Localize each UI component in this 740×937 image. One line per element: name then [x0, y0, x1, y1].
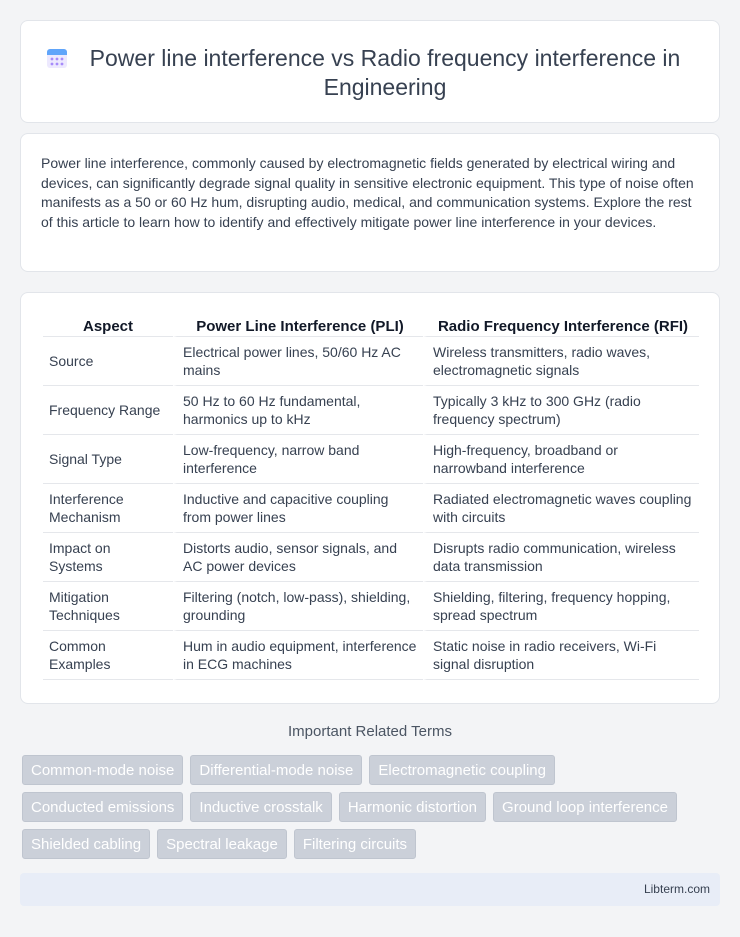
- intro-card: [20, 133, 720, 272]
- header-aspect: Aspect: [43, 315, 173, 337]
- row-aspect: Source: [43, 337, 173, 386]
- row-aspect: Impact on Systems: [43, 533, 173, 582]
- related-term-tag[interactable]: Inductive crosstalk: [190, 792, 331, 822]
- row-rfi: Radiated electromagnetic waves coupling with circuits: [423, 484, 699, 533]
- row-rfi: Typically 3 kHz to 300 GHz (radio frequency spectrum): [423, 386, 699, 435]
- table-header-row: [43, 315, 699, 337]
- header-pli: Power Line Interference (PLI): [173, 315, 423, 337]
- table-row: [43, 386, 699, 435]
- row-rfi: Static noise in radio receivers, Wi-Fi signal disruption: [423, 631, 699, 680]
- comparison-card: [20, 292, 720, 704]
- row-pli: Low-frequency, narrow band interference: [173, 435, 423, 484]
- related-term-tag[interactable]: Filtering circuits: [294, 829, 416, 859]
- row-pli: Hum in audio equipment, interference in ECG machines: [173, 631, 423, 680]
- row-rfi: Disrupts radio communication, wireless data transmission: [423, 533, 699, 582]
- related-term-tag[interactable]: Conducted emissions: [22, 792, 183, 822]
- related-term-tag[interactable]: Ground loop interference: [493, 792, 677, 822]
- row-rfi: Shielding, filtering, frequency hopping, spread spectrum: [423, 582, 699, 631]
- related-term-tag[interactable]: Harmonic distortion: [339, 792, 486, 822]
- table-row: [43, 533, 699, 582]
- table-row: [43, 582, 699, 631]
- row-pli: Distorts audio, sensor signals, and AC power devices: [173, 533, 423, 582]
- related-terms-title: Important Related Terms: [288, 723, 452, 740]
- page-title: Power line interference vs Radio frequency interference in Engineering: [89, 45, 681, 100]
- row-pli: Electrical power lines, 50/60 Hz AC mains: [173, 337, 423, 386]
- header-rfi: Radio Frequency Interference (RFI): [423, 315, 699, 337]
- row-aspect: Interference Mechanism: [43, 484, 173, 533]
- row-aspect: Signal Type: [43, 435, 173, 484]
- row-aspect: Common Examples: [43, 631, 173, 680]
- row-rfi: High-frequency, broadband or narrowband interference: [423, 435, 699, 484]
- related-term-tag[interactable]: Electromagnetic coupling: [369, 755, 555, 785]
- related-term-tag[interactable]: Shielded cabling: [22, 829, 150, 859]
- comparison-table: [43, 315, 699, 680]
- title-card: [20, 20, 720, 123]
- row-pli: Filtering (notch, low-pass), shielding, grounding: [173, 582, 423, 631]
- footer-site-link[interactable]: Libterm.com: [643, 882, 710, 896]
- related-term-tag[interactable]: Spectral leakage: [157, 829, 287, 859]
- row-rfi: Wireless transmitters, radio waves, electromagnetic signals: [423, 337, 699, 386]
- footer: [20, 873, 720, 906]
- intro-paragraph: Power line interference, commonly caused by electromagnetic fields generated by electrical wiring and devices, can significantly degrade signal quality in sensitive electronic equipment. This type of noise often manifests as a 50 or 60 Hz hum, disrupting audio, medical, and communication systems. Explore the rest of this article to learn how to identify and effectively mitigate power line interference in your devices.: [41, 155, 694, 230]
- table-row: [43, 484, 699, 533]
- related-terms-list: [22, 755, 722, 859]
- row-pli: Inductive and capacitive coupling from power lines: [173, 484, 423, 533]
- related-term-tag[interactable]: Common-mode noise: [22, 755, 183, 785]
- row-aspect: Mitigation Techniques: [43, 582, 173, 631]
- row-pli: 50 Hz to 60 Hz fundamental, harmonics up to kHz: [173, 386, 423, 435]
- table-row: [43, 435, 699, 484]
- table-row: [43, 337, 699, 386]
- table-row: [43, 631, 699, 680]
- row-aspect: Frequency Range: [43, 386, 173, 435]
- related-term-tag[interactable]: Differential-mode noise: [190, 755, 362, 785]
